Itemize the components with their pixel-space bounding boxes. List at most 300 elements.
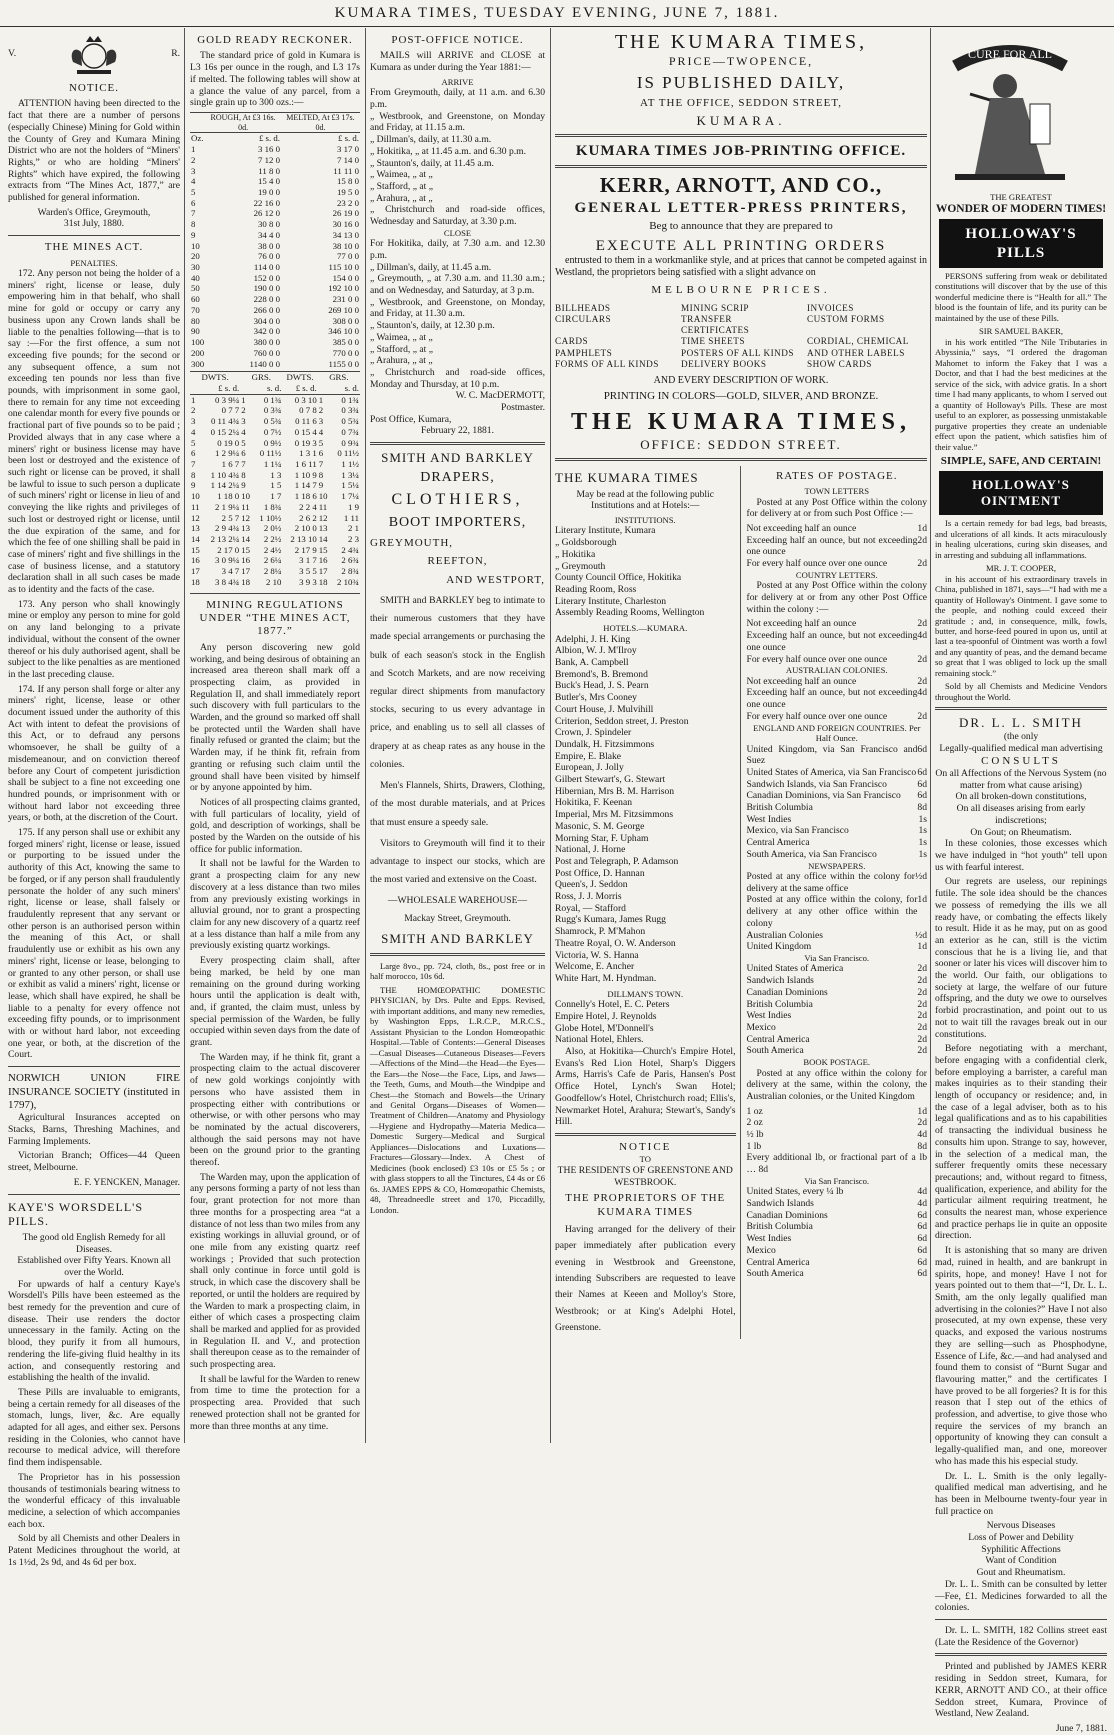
post-office-title: POST-OFFICE NOTICE. <box>391 34 524 46</box>
list-item: „ Hokitika <box>555 548 596 560</box>
table-cell: 2 <box>318 405 324 416</box>
table-row <box>190 459 360 470</box>
mining-para-6: The Warden may, upon the application of any persons forming a party of not less than four, grant protection for not more than three months for a prospecting area “at a distance of not less than two miles from any existing workings in alluvial ground, or of one mile from any existing quartz reef workings ; Provided that such protection shall only continue in force until gold is struck, in which case the discovery shall be reported, or until the holders are required by the Warden to mark a prospecting claim, in either of which cases a prospecting claim shall be marked and applied for as provided in Regulation II. and V., and protection shall thereupon cease as to the remainder of such prospecting area. <box>190 1171 360 1371</box>
header-lsd: £ s. d. <box>258 133 280 144</box>
table-cell: 2 10 <box>266 576 282 587</box>
norwich-title: NORWICH UNION FIRE INSURANCE SOCIETY (instituted in 1797), <box>8 1072 180 1111</box>
list-item: From Greymouth, daily, at 11 a.m. and 6.30 p.m. <box>370 87 545 110</box>
list-item: On Gout; on Rheumatism. <box>970 826 1072 838</box>
rate-value: 1s <box>918 813 927 825</box>
crest-left-letter: V. <box>8 48 17 60</box>
job-list <box>555 303 927 370</box>
rate-row <box>747 825 928 837</box>
rate-value: 8d <box>917 1140 927 1152</box>
rate-row <box>747 1268 928 1280</box>
list-item: Literary Institute, Kumara <box>555 525 656 537</box>
rate-row <box>747 1233 928 1245</box>
table-cell: 385 0 0 <box>332 337 359 348</box>
table-cell: 34 13 0 <box>332 229 359 240</box>
list-item: „ Dillman's, daily, at 11.30 a.m. <box>370 134 492 146</box>
table-cell: 1 9 <box>348 501 359 512</box>
table-cell: 5 <box>241 437 246 448</box>
rate-row <box>747 618 928 630</box>
table-cell: 2 4½ <box>263 544 282 555</box>
rate-row <box>747 630 928 653</box>
rate-row <box>747 790 928 802</box>
table-cell: 3 8 4¾ <box>215 576 240 587</box>
pills-body: PERSONS suffering from weak or debilitated constitutions will discover that by the use of this wonderful medicine there is “Health for all.” The blood is the fountain of life, and its purity can be maintained by the use of these Pills. <box>935 270 1107 323</box>
rate-label: Sandwich Islands <box>746 975 814 987</box>
table-cell: 760 0 0 <box>253 347 280 358</box>
list-item: Shamrock, P. M'Mahon <box>555 926 646 938</box>
mining-para-2: Notices of all prospecting claims granted, with full particulars of locality, yield of gold, and description of workings, shall be posted by the Warden on the outside of his office for public information. <box>190 796 360 855</box>
post-office-intro: MAILS will ARRIVE and CLOSE at Kumara as under during the Year 1881:— <box>370 50 545 74</box>
rate-row <box>747 1106 928 1118</box>
table-cell: 11 11 0 <box>333 165 359 176</box>
table-cell: 2 8¼ <box>263 566 282 577</box>
rate-row <box>747 1010 928 1022</box>
table-cell: 1 <box>191 394 196 405</box>
sold-by: Sold by all Chemists and Medicine Vendors throughout the World. <box>935 681 1107 702</box>
notice-date: 31st July, 1880. <box>63 218 125 230</box>
table-cell: 0 3¾ <box>263 405 282 416</box>
table-row <box>190 566 360 577</box>
list-item: MINING SCRIP <box>681 302 750 313</box>
table-cell: 3 0 9¼ <box>215 555 240 566</box>
table-cell: 228 0 0 <box>253 294 280 305</box>
reading-title: THE KUMARA TIMES <box>555 469 699 485</box>
rate-label: South America, via San Francisco <box>746 848 877 860</box>
table-cell: 2 17 9 <box>294 544 317 555</box>
list-item: On all Affections of the Nervous System (no matter from what cause arising) <box>935 768 1107 791</box>
table-row <box>190 555 360 566</box>
section-175: 175. If any person shall use or exhibit any forged miners' right, license or lease, issued or purporting to be issued under the authority of this Act, knowing the same to be forged, or if any person shall fraudulently personate the holder of any such miners' right, license or lease, shall falsely or fraudulently represent that any servant or other person is an authorised person within the meaning of this Act, or shall fraudulently use or exhibit as his own any miners' right, license or lease, belonging to or granted to any other person, or shall use or exhibit as valid a miners' right, license or lease, which shall have expired, he shall be liable to a penalty for every offence not exceeding fifty pounds, or to imprisonment with or without hard labor, not exceeding one year, or both, at the discretion of the Court. <box>8 827 180 1061</box>
kaye-para-2: These Pills are invaluable to emigrants, being a certain remedy for all diseases of the stomach, lungs, liver, &c. Are equally adapted for all ages, and either sex. Persons residing in the Colonies, who cannot have recourse to medical advice, will therefore find them indispensable. <box>8 1386 180 1469</box>
table-cell: 13 <box>241 523 250 534</box>
table-cell: 1 10½ <box>259 512 282 523</box>
rate-row <box>747 1129 928 1141</box>
book-heading: BOOK POSTAGE. <box>803 1057 871 1068</box>
column-2 <box>190 30 360 1440</box>
proprietors-heading: THE PROPRIETORS OF THE KUMARA TIMES <box>565 1192 726 1218</box>
table-cell: 269 10 0 <box>328 304 359 315</box>
table-cell: 2 13 10 <box>290 534 317 545</box>
table-cell: 2 4¾ <box>341 544 359 555</box>
table-cell: 2 0½ <box>263 523 282 534</box>
table-cell: 0 3 10 <box>294 394 317 405</box>
table-cell: 7 <box>191 458 196 469</box>
close-heading: CLOSE <box>443 227 472 238</box>
table-cell: 16 <box>191 555 200 566</box>
table-row <box>190 155 360 166</box>
rate-value: 2d <box>917 618 927 630</box>
column-rule <box>930 28 931 1443</box>
table-cell: 0 7¾ <box>341 426 359 437</box>
dr-legal: Legally-qualified medical man advertising <box>939 742 1103 754</box>
list-item: Royal, — Stafford <box>555 902 626 914</box>
table-cell: 231 0 0 <box>332 294 359 305</box>
institutions-heading: INSTITUTIONS. <box>614 515 676 525</box>
section-174: 174. If any person shall forge or alter any miners' right, license, lease or other document issued under the authority of this Act with intent to defeat the provisions of this Act, or to defraud any persons whomsoever, he shall be guilty of a misdemeanour, and on conviction thereof before any Court of competent jurisdiction shall be subject to a fine not exceeding one hundred pounds, or imprisonment with or without hard labor not exceeding three years, or both, at the discretion of the Court. <box>8 683 180 824</box>
table-row <box>190 394 360 405</box>
table-cell: 2 13 2¼ <box>210 534 240 545</box>
dillman-list <box>555 999 736 1046</box>
header-lsd: £ s. d. <box>337 133 359 144</box>
header-rough: ROUGH, At £3 16s. 0d. <box>210 112 276 132</box>
rate-value: 6d <box>917 1256 927 1268</box>
table-cell: 13 <box>191 523 200 534</box>
rate-label: Not exceeding half an ounce <box>746 675 857 687</box>
rate-value: 1d <box>917 523 927 535</box>
table-row <box>190 470 360 481</box>
table-cell: 8 <box>241 469 246 480</box>
notice-heading: NOTICE <box>619 1140 672 1153</box>
dr-disease-list <box>935 1520 1107 1579</box>
smith-barkley-sign: SMITH AND BARKLEY <box>381 930 534 946</box>
dillman-heading: DILLMAN'S TOWN. <box>607 988 684 999</box>
rate-row <box>747 1022 928 1034</box>
table-cell: 0 3¾ <box>341 405 359 416</box>
list-item: „ Christchurch and road-side offices, Monday and Thursday, at 10 p.m. <box>370 366 545 390</box>
table-cell: 14 <box>191 534 200 545</box>
norwich-body: Agricultural Insurances accepted on Stacks, Barns, Threshing Machines, and Farming Implements. <box>8 1112 180 1147</box>
rate-label: West Indies <box>746 813 792 825</box>
arrive-list <box>370 87 545 227</box>
table-row <box>190 416 360 427</box>
mines-act-title: THE MINES ACT. <box>44 241 144 254</box>
table-cell: 154 0 0 <box>332 272 359 283</box>
table-cell: 1155 0 0 <box>328 358 359 369</box>
dr-para-6: Dr. L. L. Smith can be consulted by letter—Fee, £1. Medicines forwarded to all the colonies. <box>935 1578 1107 1614</box>
paper-name: THE KUMARA TIMES, <box>614 31 868 53</box>
list-item: CORDIAL, CHEMICAL <box>807 336 909 347</box>
list-item: „ Westbrook, and Greenstone, on Monday and Friday, at 11.15 a.m. <box>370 110 545 134</box>
table-cell: 10 <box>241 491 250 502</box>
rate-row <box>747 941 928 953</box>
rate-value: 1s <box>918 837 927 849</box>
rate-row <box>747 963 928 975</box>
table-cell: 2 <box>191 154 196 165</box>
simple-safe-certain: SIMPLE, SAFE, AND CERTAIN! <box>940 455 1102 468</box>
header-dwts: DWTS. <box>286 372 314 383</box>
table-cell: 90 <box>191 326 200 337</box>
table-row <box>190 251 360 262</box>
list-item: Rugg's Kumara, James Rugg <box>555 914 666 926</box>
table-cell: 1 14 7 <box>294 480 317 491</box>
table-cell: 0 9¾ <box>341 437 359 448</box>
table-cell: 304 0 0 <box>253 315 280 326</box>
table-cell: 4 <box>191 426 196 437</box>
notice-title: NOTICE. <box>68 82 120 94</box>
table-cell: 1140 0 0 <box>249 358 280 369</box>
column-rule <box>184 28 185 1443</box>
rate-row <box>747 1198 928 1210</box>
table-cell: 2 10 0 <box>294 523 317 534</box>
rate-value: 2d <box>917 975 927 987</box>
norwich-branch: Victorian Branch; Offices—44 Queen street, Melbourne. <box>8 1150 180 1174</box>
list-item: Loss of Power and Debility <box>968 1532 1074 1544</box>
table-cell: 5 <box>191 437 196 448</box>
rate-row <box>747 535 928 558</box>
list-item: Albion, W. J. M'Ilroy <box>555 645 637 657</box>
penalties-heading: PENALTIES. <box>70 257 118 268</box>
wholesale-warehouse: —WHOLESALE WAREHOUSE— <box>387 895 528 907</box>
mining-para-5: The Warden may, if he think fit, grant a prospecting claim to the actual discoverer of new gold workings conjointly with persons who have assisted them in prospecting either with contributions or otherwise, or with other persons who may be nominated by the actual discoverers, although the said persons may not have been on the ground prior to the granting thereof. <box>190 1051 360 1169</box>
table-cell: 3 16 0 <box>257 144 280 155</box>
imprint-date: June 7, 1881. <box>1055 1722 1107 1734</box>
table-cell: 0 19 0 <box>217 437 240 448</box>
table-cell: 2 <box>241 405 246 416</box>
list-row <box>555 336 927 347</box>
list-item: Post Office, D. Hannan <box>555 867 645 879</box>
rate-row <box>747 1186 928 1198</box>
list-item: Criterion, Seddon street, J. Preston <box>555 715 689 727</box>
column-3 <box>370 30 545 1440</box>
table-cell: 1 2 9¼ <box>215 448 240 459</box>
hotels-heading: HOTELS.—KUMARA. <box>603 623 688 634</box>
list-item: „ Greymouth <box>555 560 606 572</box>
rate-row <box>747 779 928 791</box>
section-173: 173. Any person who shall knowingly mine or employ any person to mine for gold on any land belonging to a private individual, without the consent of the owner thereof or his duly authorised agent, shall be subject to the like penalties as are mentioned in the last preceding clause. <box>8 598 180 680</box>
rate-row <box>747 1221 928 1233</box>
list-item: Empire, E. Blake <box>555 750 622 762</box>
smith-barkley-para-2: Men's Flannels, Shirts, Drawers, Clothing, of the most durable materials, and at Prices that must ensure a speedy sale. <box>370 780 545 828</box>
list-item: Victoria, W. S. Hanna <box>555 949 639 961</box>
table-cell: 23 2 0 <box>337 197 359 208</box>
table-cell: 14 <box>241 534 250 545</box>
table-cell: 6 <box>318 448 324 459</box>
table-cell: 6 <box>241 448 246 459</box>
table-cell: 1 7 <box>270 491 282 502</box>
table-cell: 15 <box>318 544 328 555</box>
gold-reckoner-intro: The standard price of gold in Kumara is L3 16s per ounce in the rough, and L3 17s if melted. The following tables will show at a glance the value of any parcel, from a single grain up to 300 ozs.:— <box>190 50 360 109</box>
list-item: Masonic, S. M. George <box>555 820 645 832</box>
table-cell: 13 <box>318 523 328 534</box>
baker-heading: SIR SAMUEL BAKER, <box>979 326 1063 337</box>
table-cell: 200 <box>191 347 205 358</box>
table-row <box>190 316 360 327</box>
header-lsd: £ s. d. <box>295 382 317 393</box>
rate-value: 4d <box>917 1186 927 1198</box>
ointment-body: Is a certain remedy for bad legs, bad breasts, and ulcerations of all kinds. It acts miraculously in healing ulcerations, curing skin diseases, and in arresting and subduing all inflammations. <box>935 518 1107 560</box>
list-item: Post and Telegraph, P. Adamson <box>555 855 679 867</box>
list-item: Crown, J. Spindeler <box>555 727 632 739</box>
table-cell: 6 <box>191 448 196 459</box>
royal-crest-icon <box>65 32 123 76</box>
aus-rates <box>747 676 928 723</box>
list-item: Morning Star, F. Upham <box>555 832 649 844</box>
column-1 <box>8 30 180 1568</box>
table-row <box>190 491 360 502</box>
list-item: Imperial, Mrs M. Fitzsimmons <box>555 809 674 821</box>
table-cell: 18 <box>241 576 250 587</box>
rate-label: Sandwich Islands, via San Francisco <box>746 778 887 790</box>
table-cell: 17 <box>241 566 250 577</box>
table-cell: 11 <box>241 501 250 512</box>
table-cell: 7 <box>318 458 324 469</box>
table-cell: 10 <box>191 491 200 502</box>
table-row <box>190 144 360 155</box>
table-row <box>190 405 360 416</box>
table-cell: 76 0 0 <box>257 251 280 262</box>
table-cell: 11 <box>318 501 328 512</box>
list-item: SHOW CARDS <box>807 358 872 369</box>
list-item: „ Arahura, „ at „ <box>370 355 433 367</box>
table-cell: 38 10 0 <box>332 240 359 251</box>
list-item: „ Goldsborough <box>555 537 617 549</box>
table-cell: 115 10 0 <box>328 262 359 273</box>
list-item: BILLHEADS <box>555 302 611 313</box>
table-cell: 3 1 7 <box>299 555 317 566</box>
rate-row <box>747 849 928 861</box>
rate-row <box>747 687 928 710</box>
table-cell: 1 3 <box>270 469 282 480</box>
dr-address: Dr. L. L. SMITH, 182 Collins street east (Late the Residence of the Governor) <box>935 1624 1107 1648</box>
rate-value: 2d <box>917 558 927 570</box>
table-cell: 0 7 8 <box>299 405 317 416</box>
rate-row <box>747 767 928 779</box>
table-cell: 70 <box>191 304 200 315</box>
list-item: CIRCULARS <box>555 313 612 324</box>
book-rates <box>747 1106 928 1153</box>
paper-name-2: THE KUMARA TIMES, <box>571 408 911 435</box>
dr-para-3: Before negotiating with a merchant, before engaging with a confidential clerk, before employing a barrister, a careful man makes inquiries as to their standing their length of occupancy or residence; and, in the case of a legal adviser, both as to his legal qualifications and as to his capabilities of transacting the individual business he consults him upon. Strange to say, however, in the selection of a medical man, the sufferer frequently omits these necessary precautions; and, without regard to fitness, qualification, experience, and ability for the particular ailment requiring treatment, he consults the nearest man, whose experience and practice perhaps lie in quite an opposite direction. <box>935 1043 1107 1242</box>
rate-row <box>747 1141 928 1153</box>
list-item: „ Dillman's, daily, at 11.45 a.m. <box>370 261 492 273</box>
rate-label: Exceeding half an ounce, but not exceeding one ounce <box>746 687 918 711</box>
post-office-date: February 22, 1881. <box>420 425 494 437</box>
table-cell: 30 8 0 <box>257 219 280 230</box>
table-cell: 114 0 0 <box>253 262 280 273</box>
list-item: „ Westbrook, and Greenstone, on Monday, and Friday, at 11.30 a.m. <box>370 296 545 320</box>
header-melted: MELTED, At £3 17s. 0d. <box>286 112 355 132</box>
rate-row <box>747 975 928 987</box>
list-item: INVOICES <box>807 302 854 313</box>
table-cell: 0 19 3 <box>294 437 317 448</box>
table-cell: 770 0 0 <box>332 347 359 358</box>
table-cell: 3 <box>191 165 196 176</box>
list-item: POSTERS OF ALL KINDS <box>681 347 795 358</box>
table-cell: 12 <box>318 512 328 523</box>
sf2-heading: Via San Francisco. <box>804 1175 870 1186</box>
list-item: National, J. Horne <box>555 844 626 856</box>
table-cell: 2 2½ <box>263 534 282 545</box>
table-cell: 2 3 <box>348 534 359 545</box>
kaye-sub: The good old English Remedy for all Diseases. <box>22 1231 166 1255</box>
consults: CONSULTS <box>981 754 1061 767</box>
list-item: White Hart, M. Hyndman. <box>555 972 657 984</box>
table-cell: 9 <box>191 229 196 240</box>
rate-row <box>747 930 928 942</box>
list-item: Hibernian, Mrs B. M. Harrison <box>555 785 675 797</box>
postmaster-name: W. C. MacDERMOTT, <box>455 390 545 402</box>
table-cell: 80 <box>191 315 200 326</box>
table-cell: 15 8 0 <box>337 176 359 187</box>
notice-to: TO <box>639 1154 651 1165</box>
list-item: Butler's, Mrs Cooney <box>555 692 637 704</box>
list-item: „ Hokitika, „ at 11.45 a.m. and 6.30 p.m. <box>370 145 527 157</box>
list-item: National Hotel, Ehlers. <box>555 1034 644 1046</box>
rate-value: 6d <box>917 1233 927 1245</box>
table-row <box>190 448 360 459</box>
list-row <box>555 303 927 314</box>
table-row <box>190 502 360 513</box>
sf-rates <box>747 963 928 1057</box>
table-cell: 1 <box>241 394 246 405</box>
section-172: 172. Any person not being the holder of a miners' right, license or lease, duly empowering him in that behalf, who shall mine for gold or occupy or carry any business upon any Crown lands shall be liable to the penalties following—that is to say :—For the first offence, a sum not exceeding five pounds; for the second or any subsequent offence, a sum not exceeding ten pounds nor less than five pounds, with imprisonment in some gaol, there to remain for any time not exceeding one calendar month for every five pounds or fractional part of five pounds so to be paid ; Provided always that in any case where a miners' right or business license may have been lost or destroyed and the existence of such right or license can be proved, it shall be lawful to issue to such person a duplicate of such miners' right or license in lieu of and conveying the like rights and privileges of such lost or destroyed right or license, until the due expiration of the same, and for which the fee of one shilling shall be paid in case of miners' right and five shillings in the case of business license, and a statutory declaration shall in all such cases be made as to identity and the facts of the case. <box>8 268 180 596</box>
table-cell: 34 4 0 <box>257 229 280 240</box>
table-cell: 17 <box>318 566 328 577</box>
country-rates <box>747 618 928 665</box>
list-item: Bank, A. Campbell <box>555 657 629 668</box>
baker-body: in his work entitled “The Nile Tributaries in Abyssinia,” says, “I ordered the dragoman Mahomet to inform the Fakey that I was a Doctor, and that I had the best medicines at the service of the sick, with advice gratis. In a short time I had many applicants, to whom I served out a quantity of Holloway's Pills. These are most useful to an explorer, as possessing unmistakable purgative properties they create an undeniable effect upon the patient, which satisfies him of their value.” <box>935 336 1107 452</box>
table-cell: 5 <box>191 187 196 198</box>
rate-row <box>747 654 928 666</box>
published-daily: IS PUBLISHED DAILY, <box>636 73 846 93</box>
melbourne-prices: MELBOURNE PRICES. <box>651 284 831 297</box>
table-cell: 3 <box>241 416 246 427</box>
table-cell: 12 <box>191 512 200 523</box>
table-cell: 18 <box>191 576 200 587</box>
table-cell: 1 10 9 <box>294 469 317 480</box>
rate-label: For every half ounce over one ounce <box>746 710 888 722</box>
table-cell: 100 <box>191 337 205 348</box>
table-cell: 308 0 0 <box>332 315 359 326</box>
table-cell: 1 5 <box>270 480 282 491</box>
rate-label: United States, every ¼ lb <box>746 1186 844 1198</box>
rate-label: Mexico <box>746 1244 776 1256</box>
table-cell: 0 7 7 <box>221 405 240 416</box>
rate-value: 6d <box>917 1221 927 1233</box>
rate-label: United States of America <box>746 963 844 975</box>
westport: AND WESTPORT, <box>446 573 545 586</box>
rate-value: 1d <box>917 894 927 906</box>
rate-label: South America <box>746 1268 804 1280</box>
table-cell: 11 8 0 <box>258 165 280 176</box>
kaye-para-3: The Proprietor has in his possession thousands of testimonials bearing witness to the wonderful efficacy of this invaluable medicine, a selection of which accompanies each box. <box>8 1471 180 1530</box>
rate-row <box>747 1257 928 1269</box>
rate-value: 2d <box>917 963 927 975</box>
postmaster-title: Postmaster. <box>501 402 545 414</box>
header-grs: GRS. <box>251 372 271 383</box>
rate-label: Canadian Dominions <box>746 986 828 998</box>
list-item: AND OTHER LABELS <box>807 347 905 358</box>
rate-value: 6d <box>917 743 927 755</box>
table-cell: 1 1¼ <box>263 458 282 469</box>
rate-label: Posted at any office within the colony, for delivery at any other office within the colony <box>746 894 918 929</box>
rate-label: Mexico <box>746 1021 776 1033</box>
printing-colors: PRINTING IN COLORS—GOLD, SILVER, AND BRONZE. <box>603 390 879 403</box>
rate-row <box>747 837 928 849</box>
book-intro: Posted at any office within the colony for delivery at the same, within the colony, the Australian colonies, or the United Kingdom <box>746 1067 927 1102</box>
table-cell: 8 <box>318 469 324 480</box>
price: PRICE—TWOPENCE, <box>668 54 814 69</box>
table-row <box>190 262 360 273</box>
table-row <box>190 273 360 284</box>
list-item: „ Staunton's, daily, at 11.45 a.m. <box>370 157 494 169</box>
table-cell: 6 <box>191 197 196 208</box>
rate-label: Exceeding half an ounce, but not exceeding one ounce <box>746 534 918 558</box>
table-cell: 8 <box>191 219 196 230</box>
rate-value: 4d <box>917 1198 927 1210</box>
table-cell: 17 <box>191 566 200 577</box>
rate-value: 2d <box>917 1045 927 1057</box>
table-row <box>190 337 360 348</box>
rate-value: 6d <box>917 1268 927 1280</box>
table-row <box>190 534 360 545</box>
mining-para-3: It shall not be lawful for the Warden to grant a prospecting claim for any new discovery at a less distance than two miles from any previously existing workings in alluvial ground, nor to grant a prospecting claim for any new discovery of a quartz reef at a less distance than half a mile from any previously existing quartz workings. <box>190 858 360 952</box>
table-cell: 19 0 0 <box>257 187 280 198</box>
